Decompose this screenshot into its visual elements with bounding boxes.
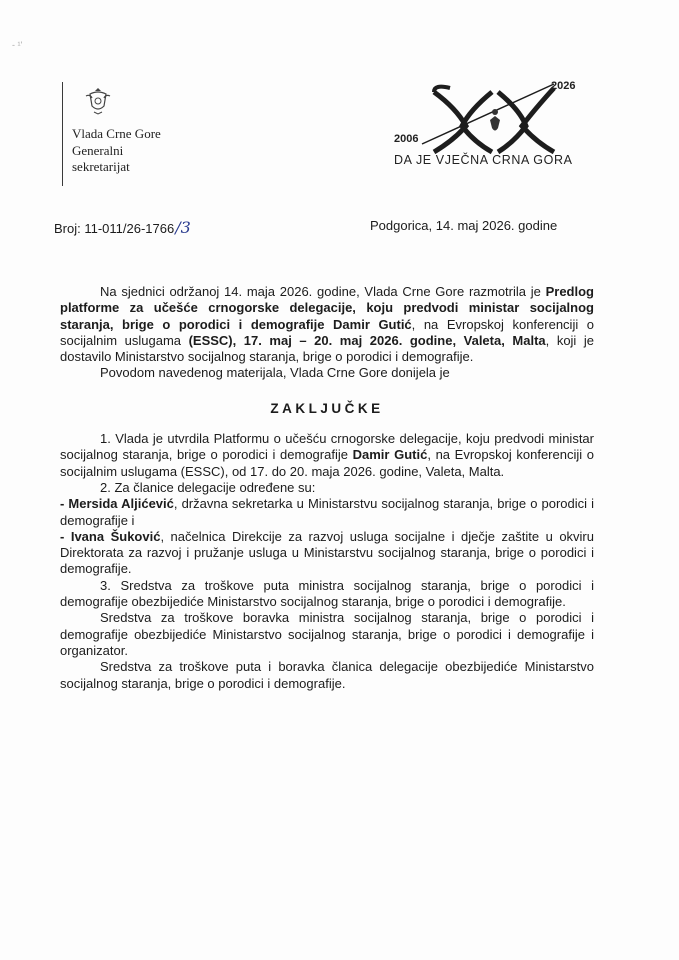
intro-paragraph-2: Povodom navedenog materijala, Vlada Crne Gore donijela je	[100, 365, 450, 381]
member-2	[60, 529, 594, 578]
intro-paragraph	[60, 284, 594, 365]
member-name: - Mersida Aljićević	[60, 496, 174, 512]
org-line: sekretarijat	[72, 159, 130, 174]
anniversary-logo	[394, 78, 594, 178]
org-line: Vlada Crne Gore	[72, 126, 161, 141]
intro-text: , na Evropskoj konferenciji o socijalnim uslugama	[60, 316, 594, 348]
logo-year-end: 2026	[551, 80, 576, 92]
document-body	[60, 284, 594, 692]
conclusion-4: Sredstva za troškove boravka ministra socijalnog staranja, brige o porodici i demografije obezbijediće Ministarstvo socijalnog staranja, brige o porodici i demografije i organizator.	[60, 610, 594, 658]
member-1	[60, 496, 594, 529]
conclusion-bold: Damir Gutić	[352, 447, 428, 463]
logo-year-start: 2006	[394, 133, 419, 145]
coat-of-arms-icon	[84, 86, 112, 116]
place-date: Podgorica, 14. maj 2026. godine	[370, 218, 558, 233]
intro-text: , koji je dostavilo Ministarstvo socijalnog staranja, brige o porodici i demografije.	[60, 332, 594, 365]
member-text: , državna sekretarka u Ministarstvu socijalnog staranja, brige o porodici i demografije i	[60, 496, 594, 528]
org-line: Generalni	[72, 142, 124, 158]
intro-text: Na sjednici održanoj 14. maja 2026. godine, Vlada Crne Gore razmotrila je	[100, 284, 546, 299]
conclusion-5: Sredstva za troškove puta i boravka članica delegacije obezbijediće Ministarstvo socijalnog staranja, brige o porodici i demografije.	[60, 659, 594, 691]
document-number	[54, 218, 191, 237]
conclusion-text: , na Evropskoj konferenciji o socijalnim uslugama (ESSC), od 17. do 20. maja 2026. godine, Valeta, Malta.	[60, 447, 595, 479]
logo-motto: DA JE VJEČNA CRNA GORA	[394, 153, 573, 167]
section-heading: ZAKLJUČKE	[270, 400, 384, 416]
intro-bold: (ESSC), 17. maj – 20. maj 2026. godine, Valeta, Malta	[188, 332, 546, 348]
member-text: , načelnica Direkcije za razvoj usluga socijalne i dječje zaštite u okviru Direktorata za razvoj i pružanje usluga u Ministarstvu socijalnog staranja, brige o porodici i demografije.	[60, 528, 594, 577]
conclusion-1	[60, 431, 594, 480]
margin-mark: - ¹'	[12, 40, 23, 50]
conclusion-text: 1. Vlada je utvrdila Platformu o učešću crnogorske delegacije, koju predvodi ministar socijalnog staranja, brige o porodici i demografije	[60, 431, 594, 463]
conclusion-3: 3. Sredstva za troškove puta ministra socijalnog staranja, brige o porodici i demografije obezbijediće Ministarstvo socijalnog staranja, brige o porodici i demografije.	[60, 577, 594, 610]
conclusion-2: 2. Za članice delegacije određene su:	[100, 479, 316, 495]
header-divider	[62, 82, 63, 186]
intro-bold: Predlog platforme za učešće crnogorske delegacije, koju predvodi ministar socijalnog staranja, brige o porodici i demografije Damir Gutić	[60, 284, 594, 332]
member-name: - Ivana Šuković	[60, 528, 161, 544]
handwritten-suffix: /3	[175, 218, 191, 237]
organization-name	[72, 126, 161, 176]
document-number-text: Broj: 11-011/26-1766	[54, 221, 175, 236]
